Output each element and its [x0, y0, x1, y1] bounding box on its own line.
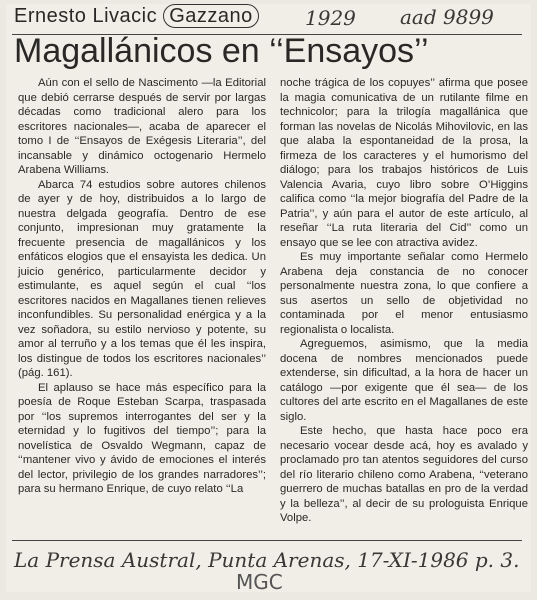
- paragraph: Es muy importante señalar como Hermelo Arabena deja constancia de no conocer personalmente nuestra zona, lo que confiere a sus asertos un sello de objetividad no contaminada por el menor entusiasmo regionalista o localista.: [280, 251, 528, 336]
- handwritten-catalog-code: aad 9899: [400, 5, 494, 29]
- handwritten-initials: MGC: [236, 570, 283, 594]
- article-title: Magallánicos en ‘‘Ensayos’’: [14, 32, 429, 70]
- paragraph: Agreguemos, asimismo, que la media docena de nombres mencionados puede extenderse, sin dificultad, a la hora de hacer un catálogo —por exigente que él sea— de los cultores del arte escrito en el Magallanes de este siglo.: [280, 338, 528, 423]
- bottom-divider: [12, 540, 522, 541]
- paragraph-continuation: noche trágica de los copuyes’’ afirma que posee la magia comunicativa de un rutilante filme en technicolor; para la trilogía magallánica que forman las novelas de Nicolás Mihovilovic, en las que alaba la espontaneidad de la prosa, la firmeza de los caracteres y el humorismo del diálogo; para los trabajos históricos de Luis Valencia Avaria, cuyo libro sobre O’Higgins califica como ‘‘la mejor biografía del Padre de la Patria’’, y aún para el autor de este artículo, al reseñar ‘‘La ruta literaria del Cid’’ como un ensayo que se lee con atractiva avidez.: [280, 77, 528, 249]
- article-column-left: [18, 76, 266, 497]
- article-column-right: [280, 76, 528, 526]
- paragraph: Abarca 74 estudios sobre autores chilenos de ayer y de hoy, distribuidos a lo largo de nuestra delgada geografía. Dentro de ese conjunto, impresionan muy gratamente la frecuente presencia de magallánicos y los enfáticos elogios que el ensayista les dedica. Un juicio genérico, particularmente decidor y estimulante, es aquel según el cual ‘‘los escritores nacidos en Magallanes tienen relieves inconfundibles. Su personalidad enérgica y a la vez soñadora, su estilo nervioso y potente, su amor al terruño y a los temas que él les inspira, los distingue de todos los escritores nacionales’’ (pág. 161).: [18, 178, 266, 379]
- author-byline: [14, 4, 259, 28]
- paragraph: El aplauso se hace más específico para la poesía de Roque Esteban Scarpa, traspasada por ‘‘los supremos interrogantes del ser y la eternidad y lo fugitivos del tiempo’’; para la novelística de Osvaldo Wegmann, capaz de ‘‘mantener vivo y ávido de emociones el interés del lector, privilegio de los grandes narradores’’; para su hermano Enrique, de cuyo relato ‘‘La: [18, 381, 266, 495]
- handwritten-year: 1929: [305, 6, 356, 30]
- paragraph: Aún con el sello de Nascimento —la Editorial que debió cerrarse después de servir por largas décadas como tradicional alero para los escritores nacionales—, acaba de aparecer el tomo I de ‘‘Ensayos de Exégesis Literaria’’, del incansable y dinámico octogenario Hermelo Arabena Williams.: [18, 77, 266, 176]
- author-surname-circled: Gazzano: [163, 4, 259, 28]
- handwritten-source-note: La Prensa Austral, Punta Arenas, 17-XI-1986 p. 3.: [14, 548, 520, 572]
- paragraph: Este hecho, que hasta hace poco era necesario vocear desde acá, hoy es avalado y proclamado pro tan atentos seguidores del curso del río literario chileno como Arabena, ‘‘veterano guerrero de muchas batallas en pro de la verdad y la belleza’’, al decir de su prologuista Enrique Volpe.: [280, 425, 528, 524]
- author-name: Ernesto Livacic: [14, 5, 158, 27]
